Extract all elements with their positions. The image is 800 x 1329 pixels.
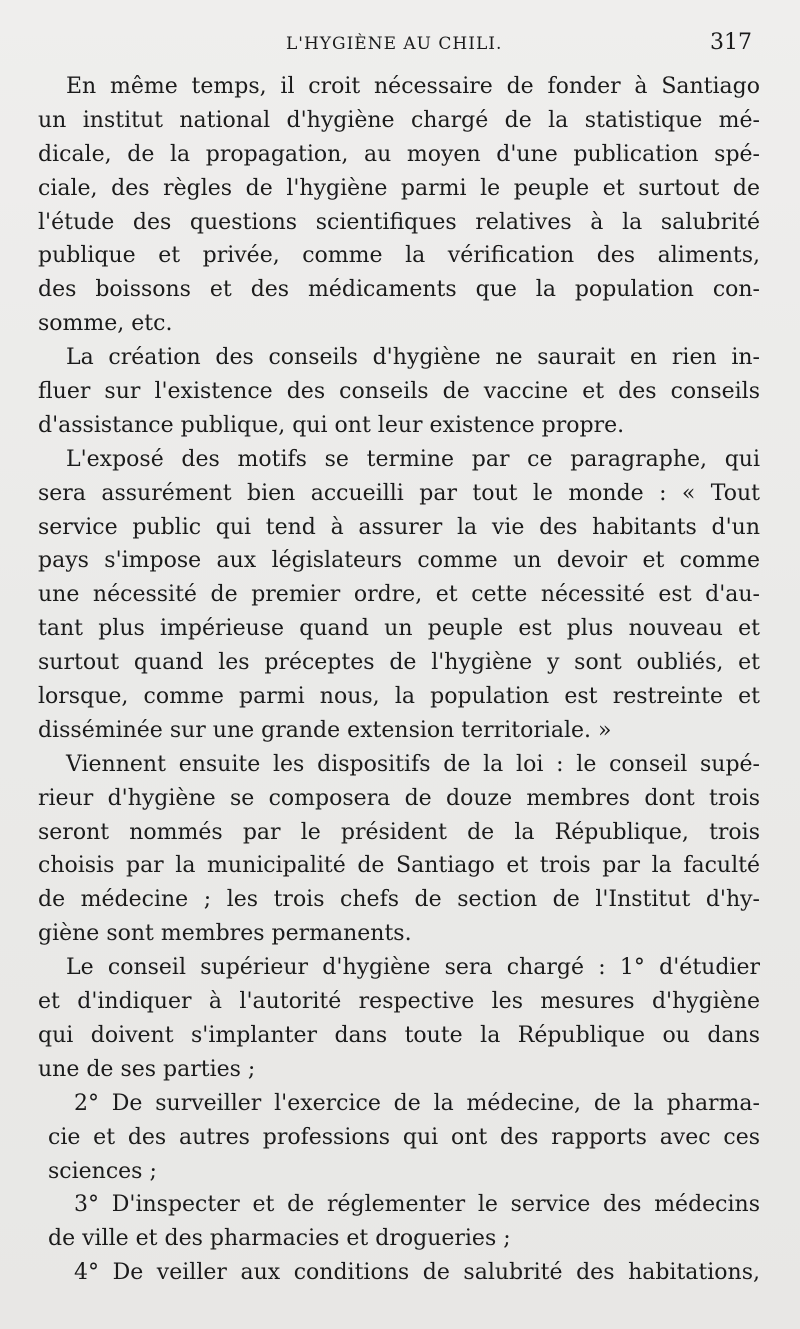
- text-line: sera assurément bien accueilli par tout le monde : « Tout: [38, 480, 760, 506]
- text-line: seront nommés par le président de la République, trois: [38, 819, 760, 845]
- text-line: ciale, des règles de l'hygiène parmi le peuple et surtout de: [38, 175, 760, 201]
- text-line: Le conseil supérieur d'hygiène sera chargé : 1° d'étudier: [66, 955, 760, 981]
- text-line: 4° De veiller aux conditions de salubrité des habitations,: [74, 1260, 760, 1286]
- text-line: Viennent ensuite les dispositifs de la loi : le conseil supé-: [66, 751, 760, 777]
- text-line: tant plus impérieuse quand un peuple est plus nouveau et: [38, 616, 760, 642]
- text-line: sciences ;: [48, 1158, 157, 1184]
- text-line: somme, etc.: [38, 311, 173, 337]
- page-header: [0, 30, 800, 60]
- text-line: rieur d'hygiène se composera de douze membres dont trois: [38, 785, 760, 811]
- text-line: des boissons et des médicaments que la population con-: [38, 277, 760, 303]
- text-line: une de ses parties ;: [38, 1056, 256, 1082]
- text-line: pays s'impose aux législateurs comme un devoir et comme: [38, 548, 760, 574]
- text-line: publique et privée, comme la vérification des aliments,: [38, 243, 760, 269]
- text-line: de ville et des pharmacies et drogueries ;: [48, 1226, 511, 1252]
- text-line: La création des conseils d'hygiène ne saurait en rien in-: [66, 345, 760, 371]
- text-line: dicale, de la propagation, au moyen d'une publication spé-: [38, 141, 760, 167]
- text-line: une nécessité de premier ordre, et cette nécessité est d'au-: [38, 582, 760, 608]
- page-number: 317: [710, 30, 752, 55]
- text-line: lorsque, comme parmi nous, la population est restreinte et: [38, 684, 760, 710]
- text-line: service public qui tend à assurer la vie des habitants d'un: [38, 514, 760, 540]
- body-text: [38, 70, 760, 1290]
- text-line: En même temps, il croit nécessaire de fonder à Santiago: [66, 74, 760, 99]
- text-line: L'exposé des motifs se termine par ce paragraphe, qui: [66, 446, 760, 472]
- text-line: choisis par la municipalité de Santiago et trois par la faculté: [38, 853, 760, 879]
- text-line: fluer sur l'existence des conseils de vaccine et des conseils: [38, 379, 760, 405]
- text-line: qui doivent s'implanter dans toute la République ou dans: [38, 1022, 760, 1048]
- text-line: 3° D'inspecter et de réglementer le service des médecins: [74, 1192, 760, 1218]
- text-line: cie et des autres professions qui ont des rapports avec ces: [48, 1124, 760, 1150]
- text-line: disséminée sur une grande extension territoriale. »: [38, 717, 612, 743]
- text-line: d'assistance publique, qui ont leur existence propre.: [38, 412, 625, 438]
- text-line: surtout quand les préceptes de l'hygiène y sont oubliés, et: [38, 650, 760, 676]
- text-line: de médecine ; les trois chefs de section de l'Institut d'hy-: [38, 887, 760, 913]
- text-line: et d'indiquer à l'autorité respective les mesures d'hygiène: [38, 989, 760, 1015]
- text-line: 2° De surveiller l'exercice de la médecine, de la pharma-: [74, 1090, 760, 1116]
- text-line: giène sont membres permanents.: [38, 921, 412, 947]
- text-line: l'étude des questions scientifiques relatives à la salubrité: [38, 209, 760, 235]
- running-title: L'HYGIÈNE AU CHILI.: [286, 34, 503, 54]
- text-line: un institut national d'hygiène chargé de la statistique mé-: [38, 107, 760, 133]
